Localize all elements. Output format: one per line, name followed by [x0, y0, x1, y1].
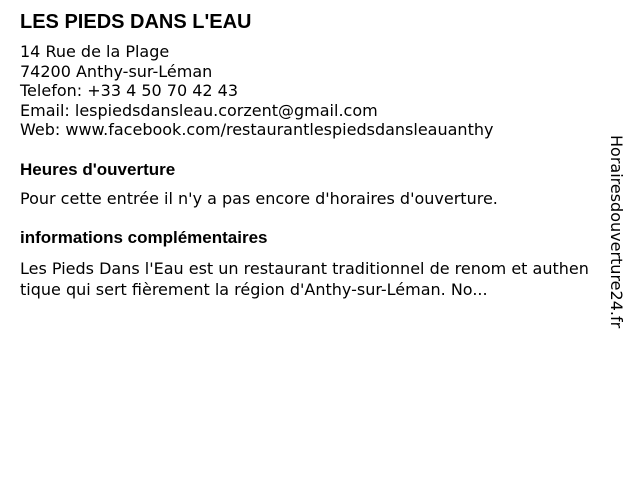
postal-city: 74200 Anthy-sur-Léman — [20, 61, 213, 81]
street-address: 14 Rue de la Plage — [20, 42, 170, 61]
additional-info-heading: informations complémentaires — [20, 227, 268, 247]
site-brand-vertical: Horairesdouverture24.fr — [607, 135, 626, 329]
contact-block — [20, 42, 595, 140]
website-line: Web: www.facebook.com/restaurantlespiedsdansleauanthy — [20, 120, 494, 139]
opening-hours-text: Pour cette entrée il n'y a pas encore d'horaires d'ouverture. — [20, 188, 498, 208]
email-line: Email: lespiedsdansleau.corzent@gmail.com — [20, 100, 378, 120]
opening-hours-heading: Heures d'ouverture — [20, 159, 176, 179]
phone-line: Telefon: +33 4 50 70 42 43 — [20, 81, 239, 100]
business-name: LES PIEDS DANS L'EAU — [20, 11, 252, 33]
additional-info-text: Les Pieds Dans l'Eau est un restaurant traditionnel de renom et authentique qui sert fièrement la région d'Anthy-sur-Léman. No... — [20, 258, 589, 299]
listing-card — [20, 10, 595, 300]
